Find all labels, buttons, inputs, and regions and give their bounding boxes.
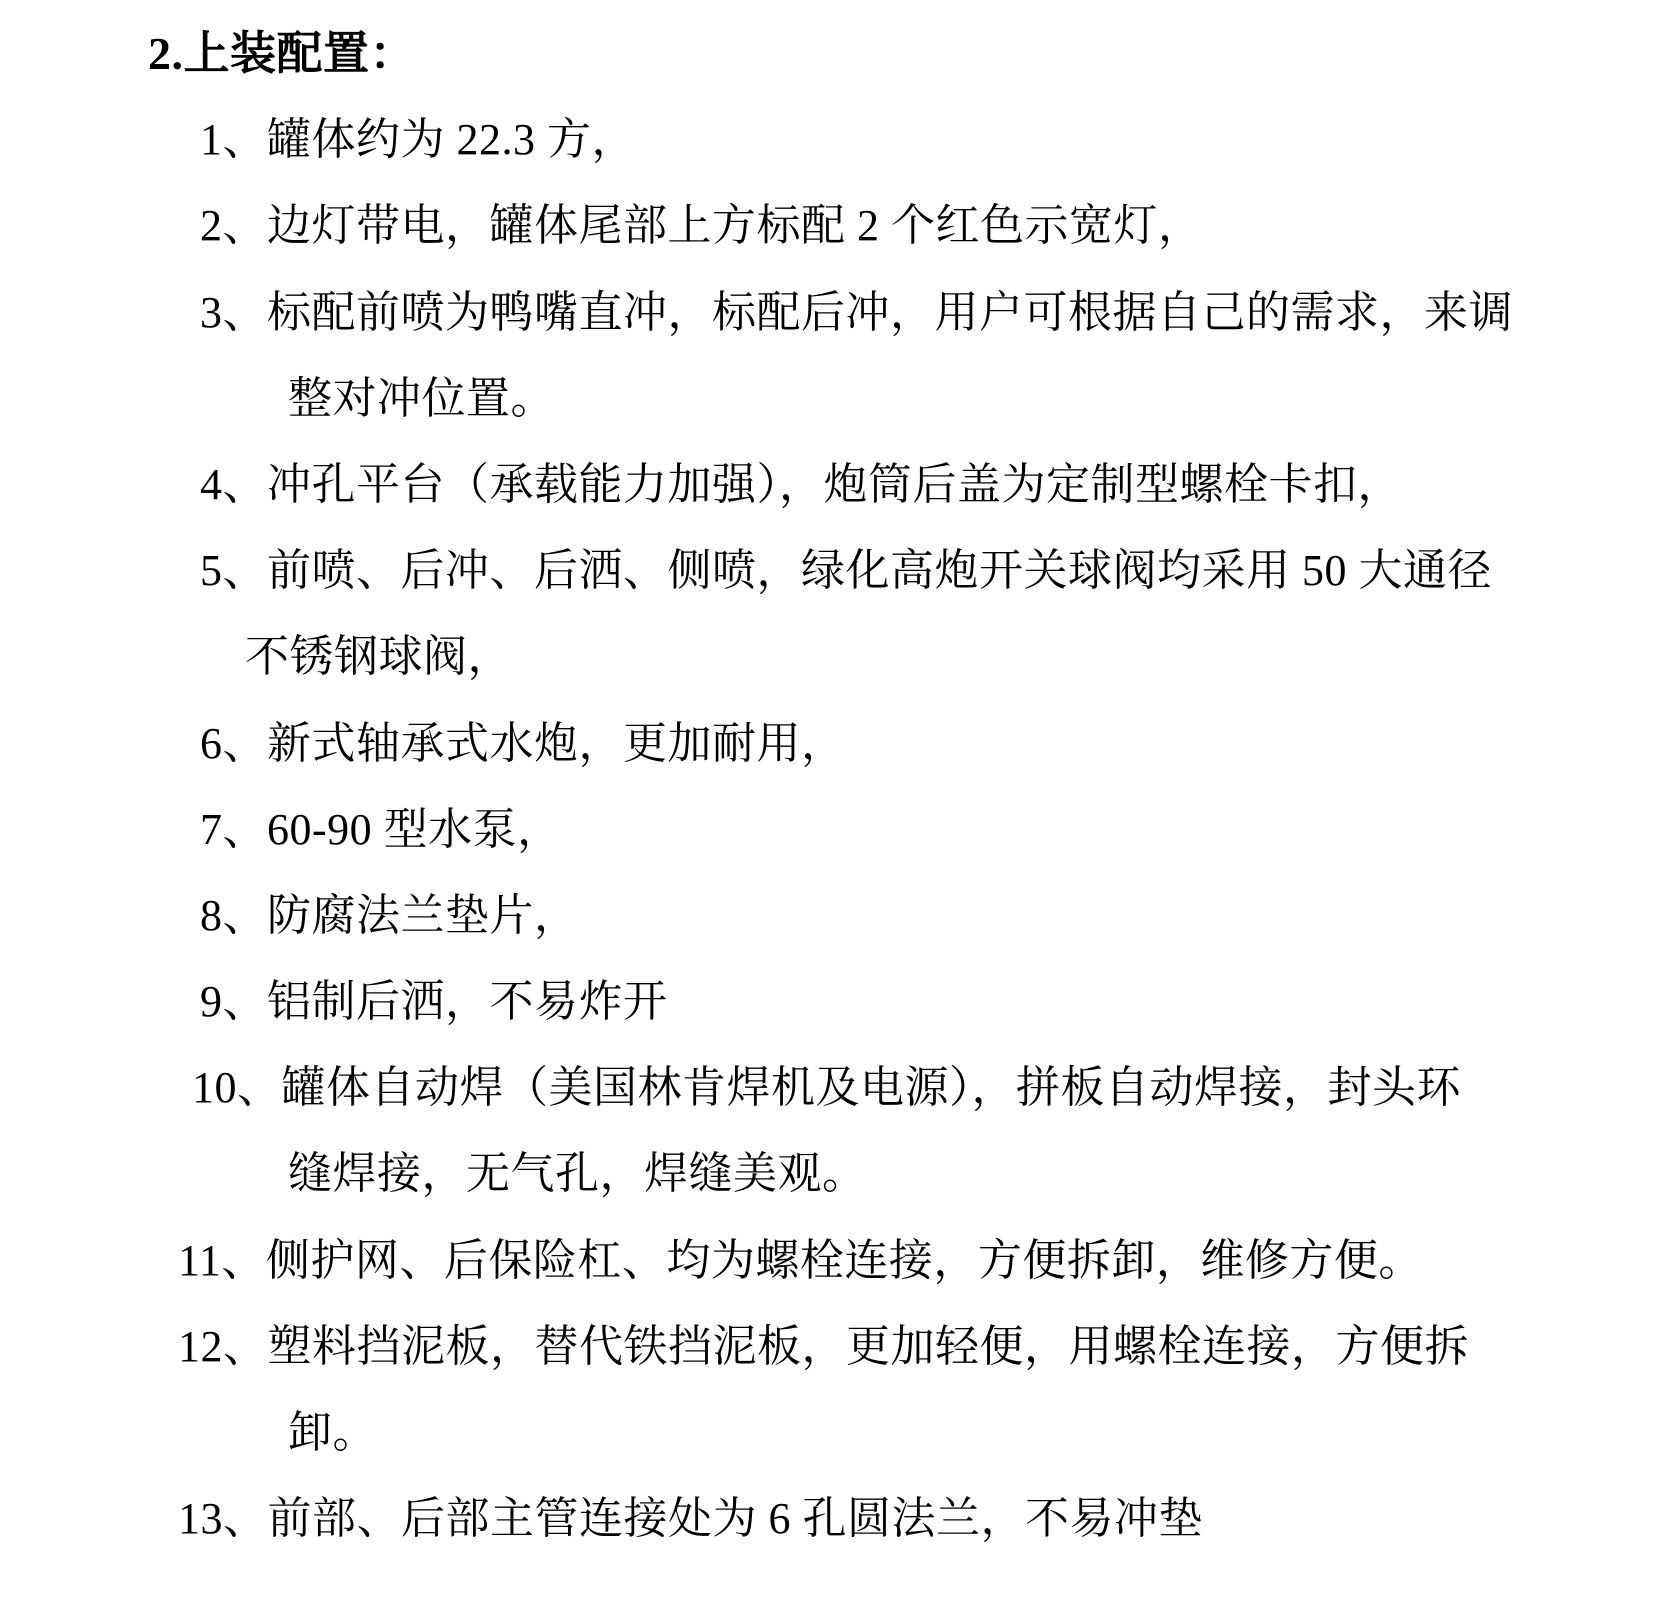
list-line: 缝焊接，无气孔，焊缝美观。 [288,1149,867,1199]
list-line: 1、罐体约为 22.3 方， [200,115,636,165]
list-line: 6、新式轴承式水炮，更加耐用， [200,718,846,768]
list-line: 不锈钢球阀， [245,632,512,682]
list-line: 卸。 [288,1408,377,1457]
list-line: 5、前喷、后冲、后洒、侧喷，绿化高炮开关球阀均采用 50 大通径 [200,546,1492,596]
list-line: 整对冲位置。 [288,373,555,423]
list-line: 3、标配前喷为鸭嘴直冲，标配后冲，用户可根据自己的需求，来调 [200,287,1513,337]
list-line: 10、罐体自动焊（美国林肯焊机及电源），拼板自动焊接，封头环 [192,1063,1461,1113]
list-line: 13、前部、后部主管连接处为 6 孔圆法兰，不易冲垫 [178,1494,1203,1544]
section-heading: 2.上装配置： [148,28,416,79]
list-line: 2、边灯带电，罐体尾部上方标配 2 个红色示宽灯， [200,201,1203,251]
list-line: 8、防腐法兰垫片， [200,890,579,940]
list-line: 9、铝制后洒，不易炸开 [200,977,668,1027]
list-line: 4、冲孔平台（承载能力加强），炮筒后盖为定制型螺栓卡扣， [200,459,1402,509]
list-line: 7、60-90 型水泵， [200,804,562,854]
list-line: 12、塑料挡泥板，替代铁挡泥板，更加轻便，用螺栓连接，方便拆 [178,1321,1469,1371]
configuration-list [0,97,1654,1562]
list-line: 11、侧护网、后保险杠、均为螺栓连接，方便拆卸，维修方便。 [178,1235,1423,1285]
